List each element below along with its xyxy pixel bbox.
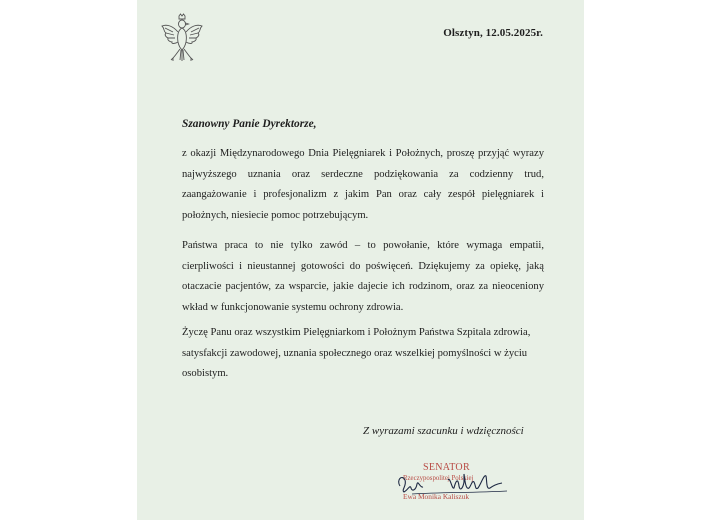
handwritten-signature: [392, 466, 517, 500]
polish-eagle-emblem-icon: [159, 12, 205, 64]
letter-page: [137, 0, 584, 520]
paragraph-2: Państwa praca to nie tylko zawód – to powołanie, które wymaga empatii, cierpliwości i nieustannej gotowości do poświęceń. Dziękujemy za opiekę, jaką otaczacie pacjentów, za wsparcie, jakie dajecie ich rodzinom, oraz za nieocenionу wkład w funkcjonowanie systemu ochrony zdrowia.: [182, 240, 544, 313]
closing-phrase: Z wyrazami szacunku i wdzięczności: [363, 425, 524, 437]
paragraph-3: Życzę Panu oraz wszystkim Pielęgniarkom i Położnym Państwa Szpitala zdrowia, satysfakcji zawodowej, uznania społecznego oraz wszelkiej pomyślności w życiu osobistym.: [182, 327, 531, 379]
stamp-name: Ewa Monika Kaliszuk: [403, 492, 470, 501]
paragraph-1: z okazji Międzynarodowego Dnia Pielęgniarek i Położnych, proszę przyjąć wyrazy najwyższego uznania oraz serdeczne podziękowania za codzienny trud, zaangażowanie i profesjonalizm z jakim Pan oraz cały zespół pielęgniarek i położnych, niesiecie pomoc potrzebującym.: [182, 148, 544, 221]
stamp-title: SENATOR: [423, 462, 470, 473]
letter-greeting: Szanowny Panie Dyrektorze,: [182, 118, 317, 130]
place-date: Olsztyn, 12.05.2025r.: [443, 27, 543, 39]
stamp-subtitle: Rzeczypospolitej Polskiej: [403, 475, 474, 482]
